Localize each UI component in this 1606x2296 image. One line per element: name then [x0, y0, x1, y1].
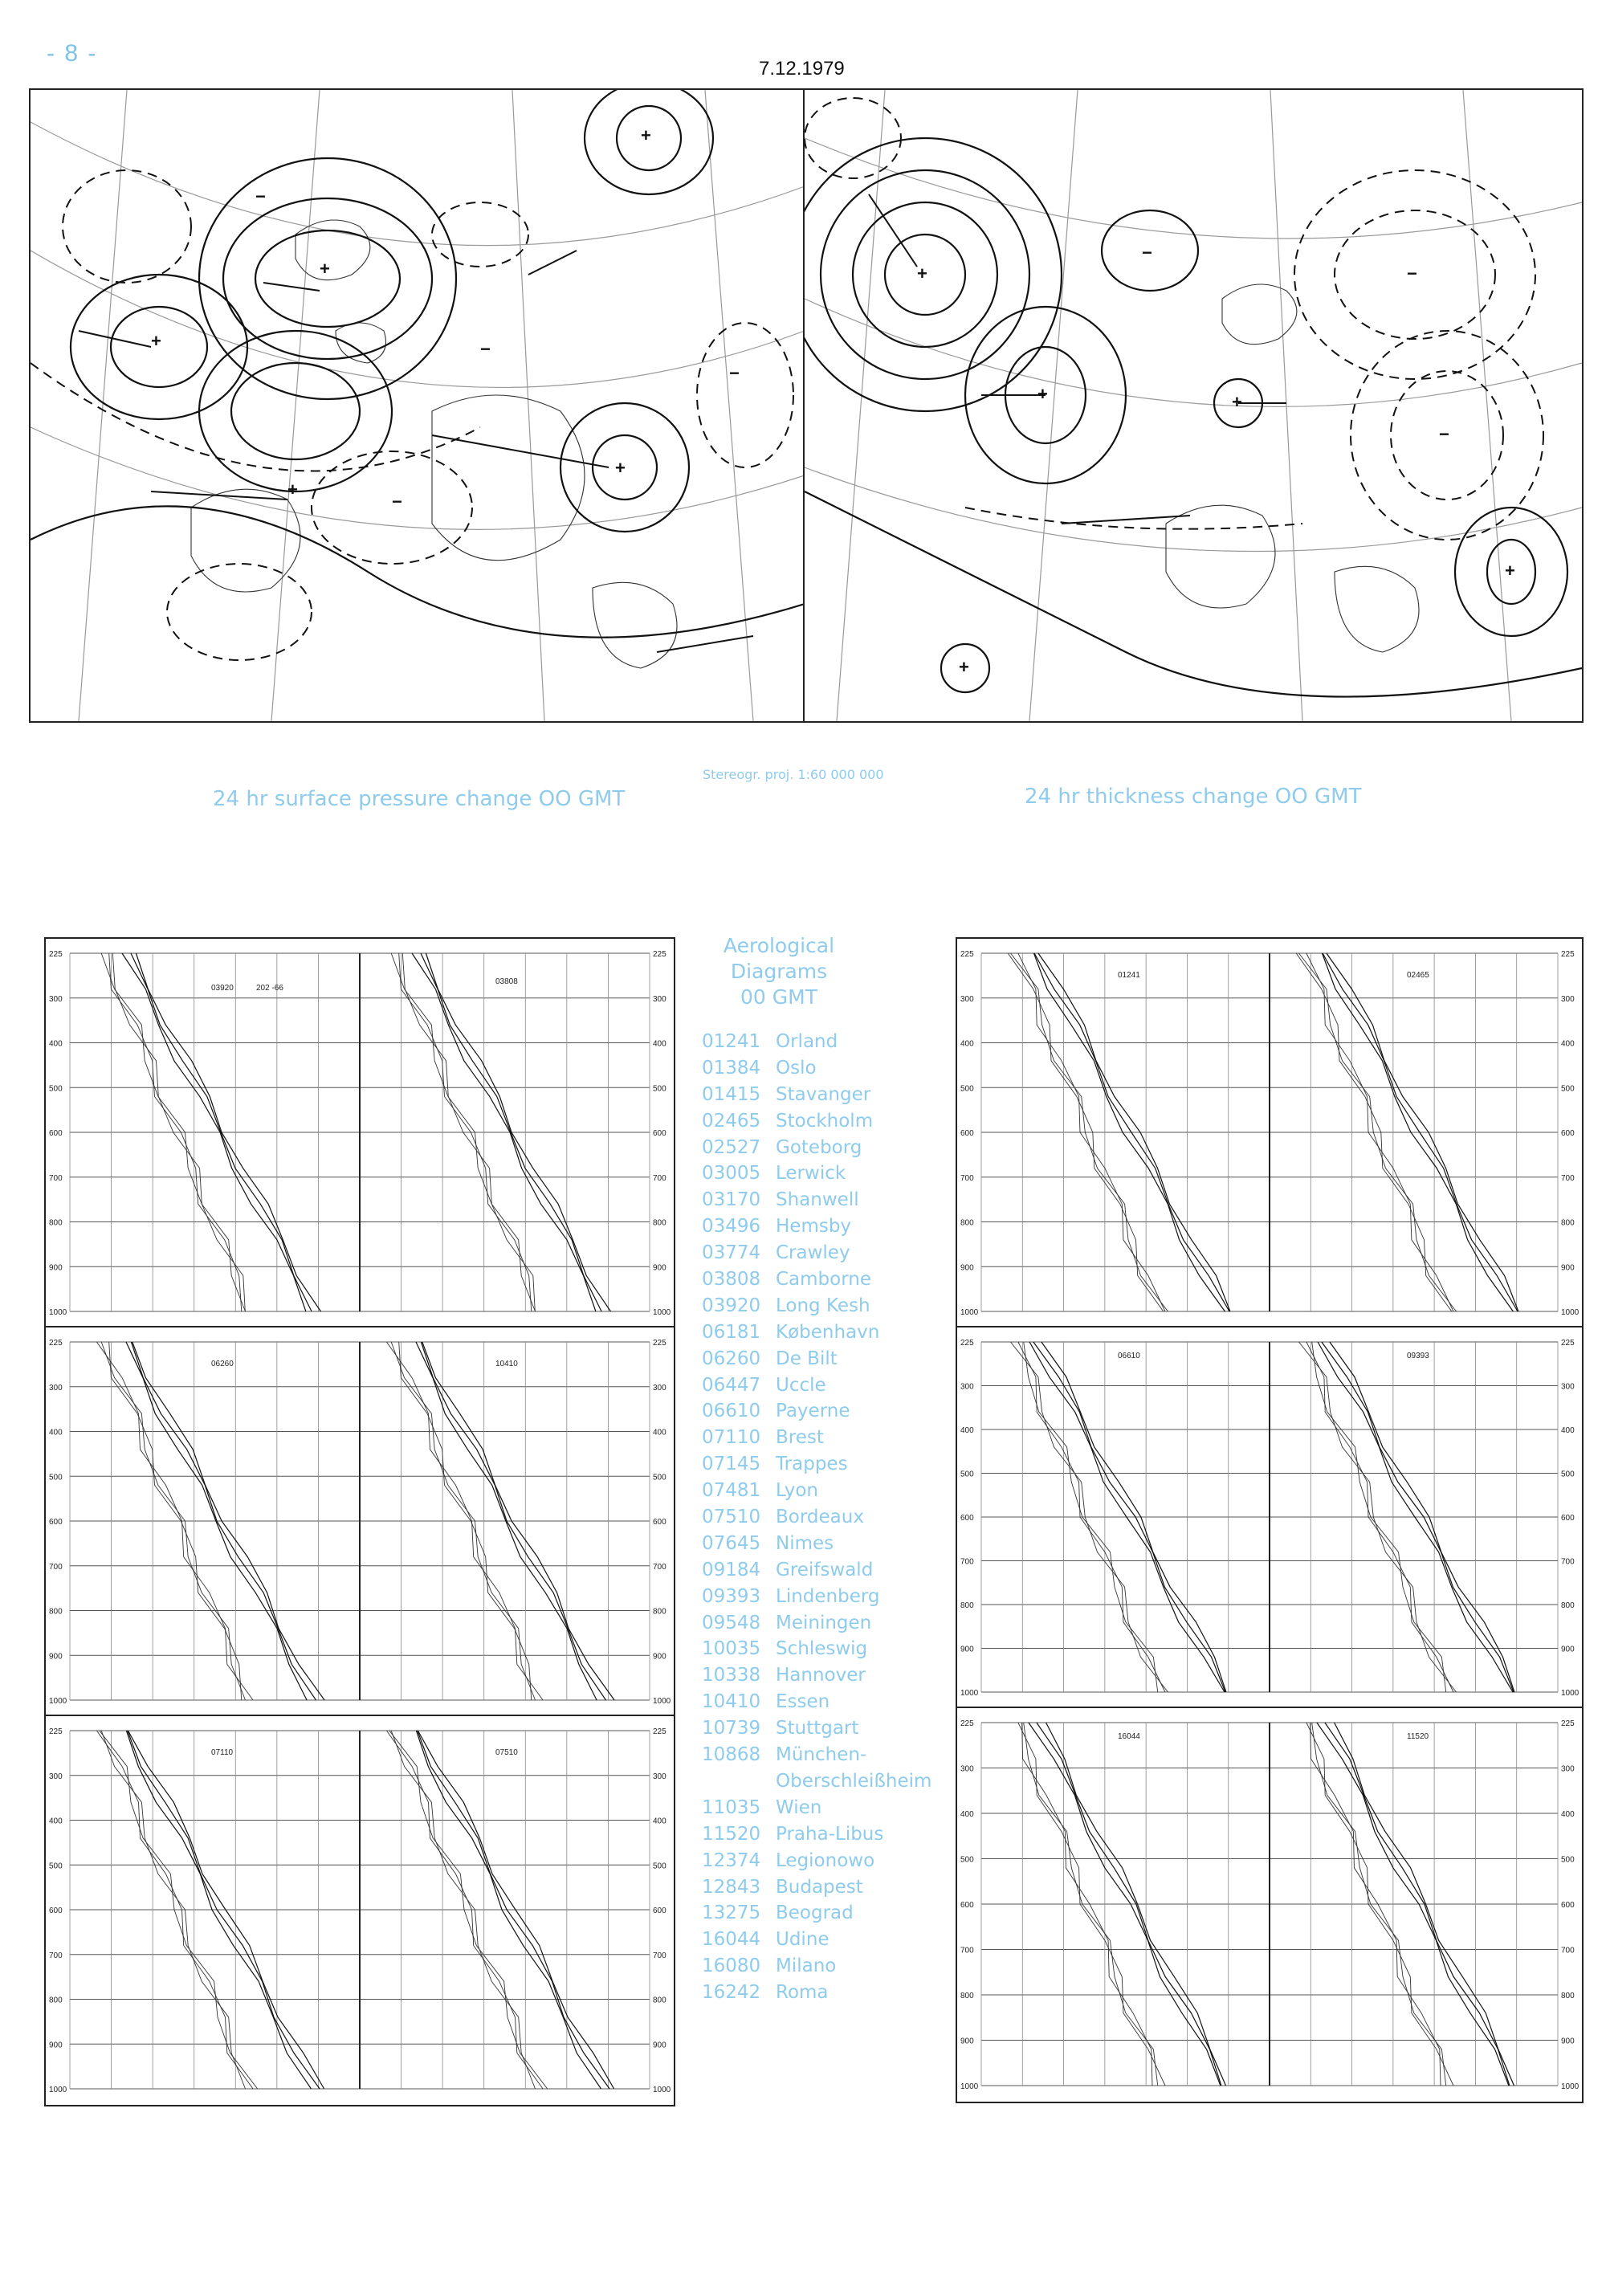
station-code: 10410 — [702, 1691, 761, 1713]
pressure-label: 500 — [1561, 1470, 1575, 1479]
pressure-label: 225 — [1561, 1339, 1575, 1348]
pressure-label: 800 — [1561, 1992, 1575, 2000]
aerological-diagram-right-3 — [956, 1707, 1584, 2103]
station-code: 06610 — [1118, 1352, 1140, 1360]
station-code: 02465 — [702, 1110, 761, 1132]
svg-text:+: + — [917, 263, 927, 283]
pressure-label: 700 — [960, 1557, 974, 1567]
legend-station — [702, 1980, 943, 2006]
pressure-label: 900 — [1561, 1645, 1575, 1654]
pressure-label: 400 — [653, 1817, 666, 1826]
legend-station — [702, 1557, 943, 1584]
pressure-label: 225 — [960, 950, 974, 959]
legend-station — [702, 1451, 943, 1478]
legend-station — [702, 1821, 943, 1848]
station-name: Hemsby — [776, 1216, 852, 1238]
legend-station — [702, 1319, 943, 1346]
pressure-label: 800 — [960, 1601, 974, 1610]
pressure-label: 400 — [49, 1039, 63, 1049]
pressure-label: 600 — [49, 1907, 63, 1915]
pressure-label: 225 — [1561, 1719, 1575, 1728]
legend-title-line: Diagrams — [730, 960, 828, 983]
station-name: Greifswald — [776, 1559, 874, 1580]
svg-text:+: + — [641, 125, 651, 145]
svg-text:+: + — [151, 331, 161, 351]
legend-station — [702, 1715, 943, 1742]
station-code: 06610 — [702, 1401, 761, 1422]
pressure-label: 800 — [653, 1607, 666, 1617]
thickness-map-graphic — [805, 90, 1582, 721]
station-code: 07110 — [211, 1748, 234, 1757]
pressure-label: 500 — [960, 1084, 974, 1094]
pressure-label: 300 — [49, 1383, 63, 1393]
pressure-label: 1000 — [49, 1308, 67, 1317]
legend-station — [702, 1293, 943, 1319]
pressure-label: 700 — [960, 1173, 974, 1183]
station-name: Lindenberg — [776, 1585, 880, 1607]
station-code: 03170 — [702, 1189, 761, 1211]
svg-text:+: + — [1505, 561, 1515, 581]
legend-station — [702, 1266, 943, 1293]
pressure-label: 225 — [653, 1727, 666, 1736]
station-name: Stuttgart — [776, 1718, 859, 1739]
surface-pressure-change-map — [29, 88, 806, 723]
pressure-label: 500 — [960, 1855, 974, 1865]
station-name: Brest — [776, 1427, 824, 1449]
pressure-label: 500 — [1561, 1855, 1575, 1865]
pressure-label: 600 — [1561, 1514, 1575, 1523]
legend-station — [702, 1160, 943, 1187]
station-name: Orland — [776, 1031, 838, 1052]
pressure-label: 300 — [960, 1382, 974, 1392]
station-name: Camborne — [776, 1269, 872, 1291]
station-name: Shanwell — [776, 1189, 859, 1211]
pressure-label: 500 — [960, 1470, 974, 1479]
svg-text:+: + — [615, 458, 626, 478]
pressure-label: 900 — [653, 1652, 666, 1662]
pressure-label: 1000 — [49, 1697, 67, 1706]
station-name: Stavanger — [776, 1083, 871, 1105]
pressure-label: 300 — [1561, 1382, 1575, 1392]
aerological-chart — [957, 939, 1582, 1327]
legend-station — [702, 1108, 943, 1135]
aerological-diagram-right-1 — [956, 937, 1584, 1329]
pressure-label: 600 — [49, 1129, 63, 1138]
station-code: 10035 — [702, 1638, 761, 1660]
station-name: Payerne — [776, 1401, 850, 1422]
pressure-label: 700 — [653, 1562, 666, 1572]
station-name: Oberschleißheim — [776, 1770, 932, 1792]
legend-station — [702, 1425, 943, 1451]
pressure-label: 500 — [49, 1862, 63, 1871]
aerological-diagram-left-1 — [44, 937, 675, 1329]
station-name: Praha-Libus — [776, 1823, 884, 1845]
station-code: 16044 — [702, 1929, 761, 1951]
pressure-label: 900 — [960, 1645, 974, 1654]
station-code: 11520 — [1407, 1732, 1429, 1741]
svg-text:−: − — [480, 339, 491, 359]
svg-text:−: − — [255, 186, 266, 206]
pressure-label: 800 — [49, 1607, 63, 1617]
station-code: 02527 — [702, 1136, 761, 1158]
legend-station — [702, 1662, 943, 1689]
legend-station — [702, 1768, 943, 1795]
station-name: Stockholm — [776, 1110, 874, 1132]
station-name: Schleswig — [776, 1638, 868, 1660]
station-code: 01241 — [1118, 971, 1140, 980]
legend-title-line: 00 GMT — [740, 985, 817, 1009]
legend-station — [702, 1584, 943, 1610]
station-code: 12843 — [702, 1876, 761, 1898]
pressure-label: 1000 — [653, 1697, 671, 1706]
pressure-label: 1000 — [1561, 1308, 1580, 1317]
station-code: 03920 — [702, 1295, 761, 1316]
station-code: 13275 — [702, 1902, 761, 1924]
legend-station — [702, 1082, 943, 1108]
pressure-label: 600 — [653, 1518, 666, 1527]
pressure-label: 800 — [653, 1996, 666, 2005]
station-code: 03496 — [702, 1216, 761, 1238]
station-code: 10410 — [495, 1360, 518, 1368]
pressure-label: 500 — [653, 1862, 666, 1871]
legend-station — [702, 1135, 943, 1161]
aerological-chart — [46, 1716, 674, 2105]
station-code: 07110 — [702, 1427, 761, 1449]
legend-station — [702, 1478, 943, 1504]
station-name: Udine — [776, 1929, 829, 1951]
station-code: 07510 — [495, 1748, 518, 1757]
station-code: 16242 — [702, 1982, 761, 2004]
station-code: 06260 — [211, 1360, 234, 1368]
station-name: København — [776, 1321, 880, 1343]
pressure-label: 900 — [960, 2037, 974, 2046]
aerological-diagram-left-2 — [44, 1326, 675, 1718]
svg-text:−: − — [729, 363, 740, 383]
pressure-label: 300 — [653, 1383, 666, 1393]
pressure-label: 400 — [960, 1810, 974, 1819]
legend-station — [702, 1504, 943, 1531]
station-name: Oslo — [776, 1057, 817, 1079]
svg-text:−: − — [1439, 424, 1449, 444]
aerological-chart — [46, 939, 674, 1327]
station-code: 03774 — [702, 1242, 761, 1264]
station-name: München- — [776, 1744, 867, 1766]
station-name: Meiningen — [776, 1612, 872, 1633]
pressure-label: 800 — [653, 1218, 666, 1228]
pressure-label: 1000 — [653, 1308, 671, 1317]
pressure-label: 600 — [1561, 1901, 1575, 1910]
station-code: 09393 — [702, 1585, 761, 1607]
pressure-label: 700 — [653, 1951, 666, 1960]
svg-text:+: + — [287, 479, 298, 500]
station-code: 12374 — [702, 1849, 761, 1871]
station-code: 07145 — [702, 1454, 761, 1475]
pressure-label: 600 — [653, 1129, 666, 1138]
station-code: 02465 — [1407, 971, 1429, 980]
pressure-label: 500 — [49, 1084, 63, 1094]
pressure-label: 800 — [960, 1992, 974, 2000]
station-name: Crawley — [776, 1242, 850, 1264]
pressure-label: 800 — [49, 1218, 63, 1228]
legend-title-line: Aerological — [723, 934, 835, 957]
legend-station — [702, 1795, 943, 1821]
pressure-label: 300 — [653, 1772, 666, 1781]
surface-pressure-map-graphic — [31, 90, 805, 721]
station-code: 03808 — [702, 1269, 761, 1291]
pressure-label: 400 — [49, 1428, 63, 1438]
legend-station — [702, 1927, 943, 1953]
station-code: 03920 — [211, 984, 234, 993]
legend-station — [702, 1029, 943, 1055]
legend-station — [702, 1398, 943, 1425]
pressure-label: 500 — [653, 1473, 666, 1482]
svg-text:+: + — [1232, 392, 1242, 412]
legend-station — [702, 1953, 943, 1980]
legend-station — [702, 1346, 943, 1372]
pressure-label: 300 — [1561, 1764, 1575, 1774]
station-code: 10868 — [702, 1744, 761, 1766]
pressure-label: 700 — [1561, 1173, 1575, 1183]
station-name: Trappes — [776, 1454, 848, 1475]
station-name: Beograd — [776, 1902, 854, 1924]
pressure-label: 400 — [960, 1426, 974, 1435]
pressure-label: 900 — [653, 2041, 666, 2050]
surface-map-caption: 24 hr surface pressure change OO GMT — [213, 787, 626, 811]
station-name: Goteborg — [776, 1136, 862, 1158]
pressure-label: 225 — [49, 950, 63, 959]
projection-note: Stereogr. proj. 1:60 000 000 — [703, 767, 884, 782]
pressure-label: 900 — [49, 2041, 63, 2050]
pressure-label: 400 — [1561, 1810, 1575, 1819]
station-name: Uccle — [776, 1374, 826, 1396]
station-code: 06447 — [702, 1374, 761, 1396]
pressure-label: 225 — [960, 1339, 974, 1348]
station-name: Lyon — [776, 1480, 818, 1502]
station-name: Lerwick — [776, 1163, 846, 1185]
pressure-label: 500 — [49, 1473, 63, 1482]
legend-station — [702, 1636, 943, 1662]
aerological-chart — [957, 1327, 1582, 1708]
pressure-label: 1000 — [49, 2086, 67, 2094]
pressure-label: 900 — [49, 1263, 63, 1273]
station-code: 03005 — [702, 1163, 761, 1185]
pressure-label: 400 — [1561, 1426, 1575, 1435]
pressure-label: 800 — [49, 1996, 63, 2005]
pressure-label: 500 — [1561, 1084, 1575, 1094]
pressure-label: 400 — [653, 1428, 666, 1438]
pressure-label: 600 — [960, 1514, 974, 1523]
pressure-label: 900 — [960, 1263, 974, 1273]
pressure-label: 600 — [960, 1901, 974, 1910]
pressure-label: 600 — [653, 1907, 666, 1915]
legend-station — [702, 1372, 943, 1399]
station-code: 03808 — [495, 977, 518, 986]
station-code: 10338 — [702, 1665, 761, 1686]
thickness-map-caption: 24 hr thickness change OO GMT — [1025, 785, 1362, 809]
pressure-label: 800 — [1561, 1218, 1575, 1228]
aerological-diagram-right-2 — [956, 1326, 1584, 1710]
station-name: Hannover — [776, 1665, 866, 1686]
legend-station — [702, 1187, 943, 1213]
thickness-change-map — [803, 88, 1584, 723]
station-name: Bordeaux — [776, 1507, 864, 1528]
station-code: 09548 — [702, 1612, 761, 1633]
legend-station — [702, 1742, 943, 1768]
svg-text:+: + — [1037, 384, 1048, 404]
legend-station — [702, 1689, 943, 1715]
pressure-label: 700 — [1561, 1557, 1575, 1567]
pressure-label: 900 — [49, 1652, 63, 1662]
station-code: 01384 — [702, 1057, 761, 1079]
legend-station — [702, 1531, 943, 1557]
pressure-label: 300 — [49, 994, 63, 1004]
pressure-label: 1000 — [653, 2086, 671, 2094]
station-code: 10739 — [702, 1718, 761, 1739]
pressure-label: 900 — [1561, 2037, 1575, 2046]
legend-station — [702, 1900, 943, 1927]
pressure-label: 225 — [1561, 950, 1575, 959]
pressure-label: 900 — [653, 1263, 666, 1273]
station-name: Wien — [776, 1796, 822, 1818]
legend-station — [702, 1240, 943, 1266]
pressure-label: 1000 — [960, 1308, 979, 1317]
pressure-label: 700 — [49, 1951, 63, 1960]
page-number: - 8 - — [47, 40, 98, 67]
pressure-label: 225 — [49, 1727, 63, 1736]
pressure-label: 800 — [960, 1218, 974, 1228]
pressure-label: 600 — [960, 1129, 974, 1138]
svg-text:+: + — [320, 259, 330, 279]
pressure-label: 700 — [49, 1173, 63, 1183]
svg-text:−: − — [392, 491, 402, 512]
legend-title — [699, 933, 859, 1010]
pressure-label: 225 — [653, 950, 666, 959]
station-code: 16044 — [1118, 1732, 1140, 1741]
station-name: Roma — [776, 1982, 829, 2004]
station-code: 07481 — [702, 1480, 761, 1502]
legend-station — [702, 1055, 943, 1082]
pressure-label: 600 — [49, 1518, 63, 1527]
station-name: Nimes — [776, 1532, 834, 1554]
svg-text:−: − — [1407, 263, 1417, 283]
pressure-label: 800 — [1561, 1601, 1575, 1610]
station-code: 11035 — [702, 1796, 761, 1818]
station-tropopause: 202 -66 — [256, 984, 283, 993]
aerological-diagram-left-3 — [44, 1715, 675, 2106]
station-code: 07510 — [702, 1507, 761, 1528]
station-name: Essen — [776, 1691, 830, 1713]
svg-text:+: + — [959, 657, 969, 677]
station-code: 06260 — [702, 1348, 761, 1369]
pressure-label: 300 — [960, 1764, 974, 1774]
pressure-label: 400 — [960, 1039, 974, 1049]
pressure-label: 300 — [960, 994, 974, 1004]
pressure-label: 225 — [960, 1719, 974, 1728]
pressure-label: 300 — [1561, 994, 1575, 1004]
pressure-label: 1000 — [1561, 1689, 1580, 1698]
station-name: De Bilt — [776, 1348, 838, 1369]
legend-station — [702, 1848, 943, 1874]
pressure-label: 400 — [49, 1817, 63, 1826]
svg-text:−: − — [1142, 243, 1152, 263]
pressure-label: 300 — [653, 994, 666, 1004]
pressure-label: 300 — [49, 1772, 63, 1781]
legend-station — [702, 1213, 943, 1240]
aerological-chart — [46, 1327, 674, 1716]
pressure-label: 400 — [1561, 1039, 1575, 1049]
station-code: 01415 — [702, 1083, 761, 1105]
station-code: 11520 — [702, 1823, 761, 1845]
station-name: Long Kesh — [776, 1295, 870, 1316]
chart-date: 7.12.1979 — [759, 58, 845, 80]
pressure-label: 900 — [1561, 1263, 1575, 1273]
pressure-label: 700 — [49, 1562, 63, 1572]
pressure-label: 600 — [1561, 1129, 1575, 1138]
pressure-label: 1000 — [960, 1689, 979, 1698]
pressure-label: 700 — [960, 1946, 974, 1955]
station-code: 07645 — [702, 1532, 761, 1554]
station-name: Budapest — [776, 1876, 863, 1898]
pressure-label: 700 — [653, 1173, 666, 1183]
legend-station — [702, 1610, 943, 1637]
station-code: 16080 — [702, 1955, 761, 1977]
pressure-label: 400 — [653, 1039, 666, 1049]
pressure-label: 1000 — [1561, 2082, 1580, 2091]
station-code: 01241 — [702, 1031, 761, 1052]
station-code: 06181 — [702, 1321, 761, 1343]
pressure-label: 700 — [1561, 1946, 1575, 1955]
pressure-label: 1000 — [960, 2082, 979, 2091]
pressure-label: 225 — [49, 1339, 63, 1348]
pressure-label: 500 — [653, 1084, 666, 1094]
station-name: Legionowo — [776, 1849, 875, 1871]
station-code: 09393 — [1407, 1352, 1429, 1360]
pressure-label: 225 — [653, 1339, 666, 1348]
legend-station — [702, 1874, 943, 1901]
station-name: Milano — [776, 1955, 837, 1977]
station-code: 09184 — [702, 1559, 761, 1580]
station-legend — [702, 1029, 943, 2006]
aerological-chart — [957, 1708, 1582, 2102]
